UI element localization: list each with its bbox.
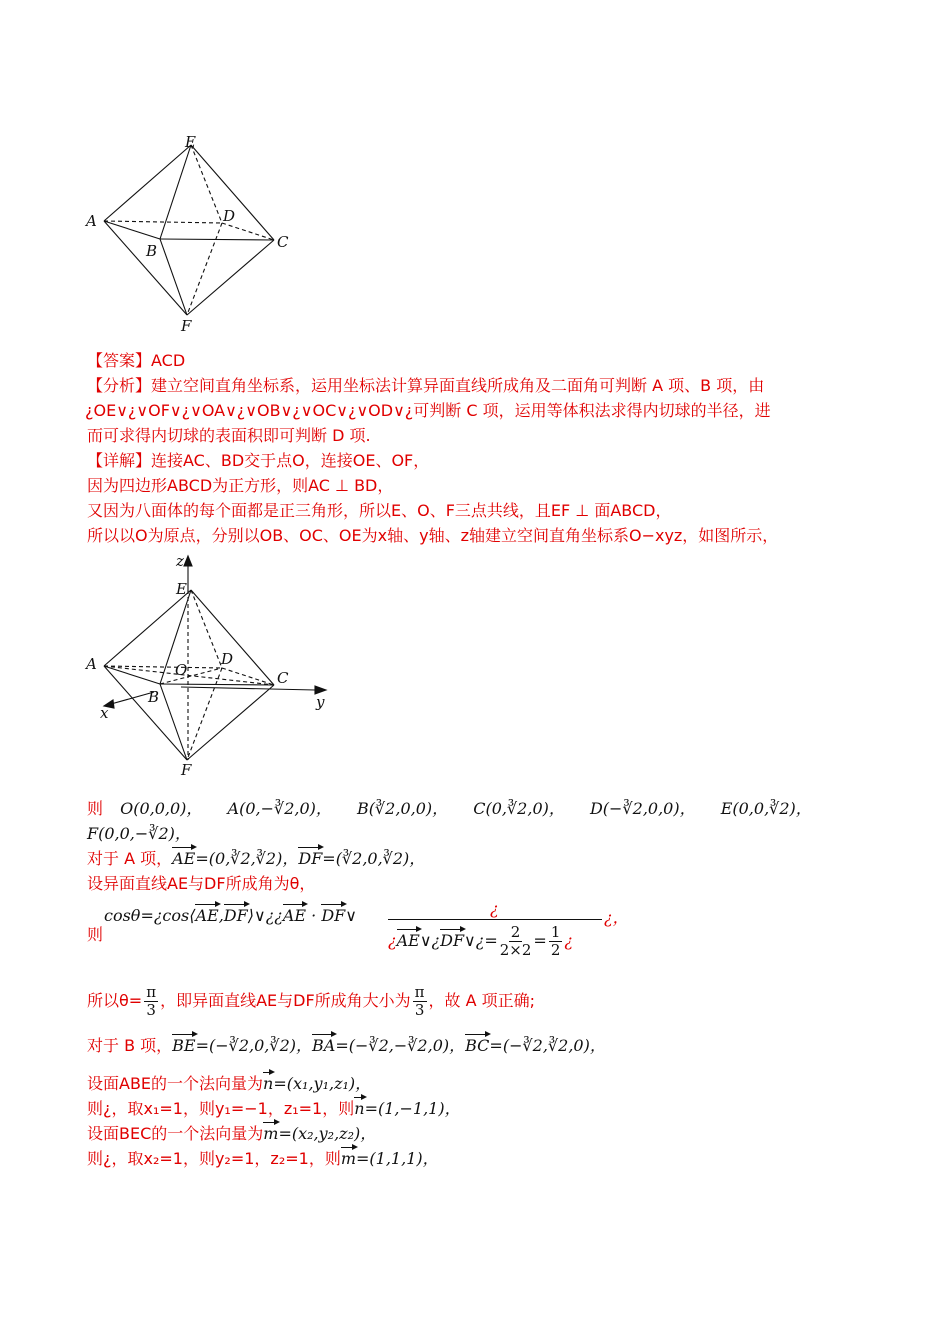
analysis-line-1 [87, 375, 764, 397]
coord-O: O(0,0,0)， [120, 799, 203, 818]
coord-F: F(0,0,−∛2)， [87, 824, 191, 843]
cos-DF: DF [223, 906, 248, 925]
vector-m-2: m [340, 1149, 357, 1168]
cos-fraction-denominator [388, 924, 573, 959]
itemB-line-2 [87, 1098, 461, 1120]
analysis-text-2: ¿OE∨¿∨OF∨¿∨OA∨¿∨OB∨¿∨OC∨¿∨OD∨¿可判断 C 项，运用等体积法求得内切球的半径，进 [85, 401, 771, 420]
label-E: E [176, 580, 187, 598]
coords-line-2 [87, 823, 191, 845]
itemA-conclusion [87, 984, 535, 1019]
itemA-ze-text: 则 [87, 925, 104, 944]
coord-A: A(0,−∛2,0)， [227, 799, 332, 818]
label-E: E [185, 133, 196, 151]
cos-comma: , [218, 906, 224, 925]
frac1-den: 2×2 [499, 941, 532, 959]
vector-m: m [263, 1124, 279, 1143]
detail-text-1: 连接AC、BD交于点O，连接OE、OF， [151, 451, 430, 470]
detail-line-2 [87, 475, 393, 497]
conc-num-2: π [414, 983, 425, 1001]
coord-D: D(−∛2,0,0)， [589, 799, 696, 818]
axis-label-z: z [176, 552, 184, 570]
frac1-num: 2 [510, 923, 521, 941]
label-O: O [175, 661, 188, 679]
frac2-num: 1 [550, 923, 561, 941]
label-F: F [181, 761, 192, 779]
den-AE: AE [396, 931, 420, 950]
analysis-text-1: 建立空间直角坐标系，运用坐标法计算异面直线所成角及二面角可判断 A 项、B 项，由 [151, 376, 765, 395]
den-a: ¿ [388, 931, 397, 950]
coordinate-figure [80, 552, 340, 780]
coords-ze: 则 [87, 799, 104, 818]
vector-BC: BC [465, 1036, 490, 1055]
itemB-l4b: =(1,1,1)， [356, 1149, 439, 1168]
itemA-head: 对于 A 项， [87, 849, 173, 868]
den-eq: = [533, 931, 547, 950]
itemB-l2a: 则¿，取x₁=1，则y₁=−1，z₁=1，则 [87, 1099, 355, 1118]
detail-line-4 [87, 525, 778, 547]
answer-line [87, 350, 185, 372]
detail-line-3 [87, 500, 671, 522]
den-c: ∨¿= [464, 931, 498, 950]
conc-den-2: 3 [414, 1001, 425, 1019]
cos-DF-2: DF [321, 906, 346, 925]
vector-BC-value: =(−∛2,∛2,0)， [489, 1036, 606, 1055]
vector-BA: BA [312, 1036, 336, 1055]
vector-AE-value: =(0,∛2,∛2)， [195, 849, 299, 868]
vector-DF: DF [298, 849, 323, 868]
cos-fraction-bar [388, 919, 602, 920]
itemB-l3a: 设面BEC的一个法向量为 [87, 1124, 264, 1143]
coord-B: B(∛2,0,0)， [356, 799, 449, 818]
itemB-line-1 [87, 1073, 371, 1095]
itemB-l1a: 设面ABE的一个法向量为 [87, 1074, 264, 1093]
cos-fraction-top [490, 898, 499, 920]
analysis-line-3 [87, 425, 371, 447]
vector-BE-value: =(−∛2,0,∛2)， [195, 1036, 312, 1055]
vector-DF-value: =(∛2,0,∛2)， [322, 849, 426, 868]
axis-label-x: x [100, 704, 109, 722]
conc-num: π [146, 983, 157, 1001]
itemB-l3b: =(x₂,y₂,z₂)， [278, 1124, 377, 1143]
cos-bar: ∨ [345, 906, 357, 925]
den-DF: DF [440, 931, 465, 950]
detail-tag: 【详解】 [87, 451, 152, 470]
conc-b: ，即异面直线AE与DF所成角大小为 [160, 991, 411, 1010]
answer-tag: 【答案】 [87, 351, 152, 370]
label-A: A [86, 212, 97, 230]
label-F: F [181, 317, 192, 335]
detail-text-3: 又因为八面体的每个面都是正三角形，所以E、O、F三点共线，且EF ⊥ 面ABCD， [87, 501, 672, 520]
cos-formula [104, 905, 357, 927]
label-C: C [277, 233, 289, 251]
vector-n: n [263, 1074, 274, 1093]
cos-AE: AE [195, 906, 219, 925]
cos-dot: · [306, 906, 322, 925]
detail-text-4: 所以以O为原点，分别以OB、OC、OE为x轴、y轴、z轴建立空间直角坐标系O−xyz，如图所示， [87, 526, 779, 545]
fraction-2-over-4 [500, 924, 532, 959]
analysis-text-3: 而可求得内切球的表面积即可判断 D 项. [87, 426, 371, 445]
vector-BE: BE [172, 1036, 196, 1055]
detail-line-1 [87, 450, 429, 472]
cos-tail [604, 907, 629, 929]
axis-label-y: y [316, 693, 325, 711]
coord-E: E(0,0,∛2)， [720, 799, 812, 818]
itemA-setup [87, 873, 315, 895]
itemB-line-4 [87, 1148, 439, 1170]
vector-BA-value: =(−∛2,−∛2,0)， [335, 1036, 466, 1055]
itemB-line-3 [87, 1123, 376, 1145]
itemB-l4a: 则¿，取x₂=1，则y₂=1，z₂=1，则 [87, 1149, 341, 1168]
label-D: D [221, 650, 234, 668]
detail-text-2: 因为四边形ABCD为正方形，则AC ⊥ BD， [87, 476, 394, 495]
itemB-l1b: =(x₁,y₁,z₁)， [273, 1074, 372, 1093]
itemB-l2b: =(1,−1,1)， [364, 1099, 461, 1118]
vector-AE: AE [172, 849, 196, 868]
den-b: ∨¿ [419, 931, 441, 950]
itemB-vectors [87, 1035, 606, 1057]
cos-AE-2: AE [282, 906, 307, 925]
analysis-tag: 【分析】 [87, 376, 152, 395]
cos-left: cosθ=¿cos⟨ [104, 906, 196, 925]
itemA-ze [87, 924, 103, 946]
label-C: C [277, 669, 289, 687]
vector-n-2: n [354, 1099, 365, 1118]
octahedron-figure [80, 128, 310, 338]
label-B: B [148, 688, 160, 706]
itemA-vectors [87, 848, 425, 870]
fraction-pi-over-3 [144, 984, 158, 1019]
cos-tail-text: ¿， [604, 908, 629, 927]
itemA-setup-text: 设异面直线AE与DF所成角为θ， [87, 874, 316, 893]
analysis-line-2 [85, 400, 771, 422]
conc-a: 所以θ= [87, 991, 143, 1010]
itemB-head: 对于 B 项， [87, 1036, 173, 1055]
cos-mid: ⟩∨¿¿ [247, 906, 283, 925]
den-tail: ¿ [564, 931, 573, 950]
conc-den: 3 [146, 1001, 156, 1019]
answer-value: ACD [151, 351, 186, 370]
fraction-1-over-2 [549, 924, 563, 959]
coords-line-1 [87, 798, 812, 820]
coord-C: C(0,∛2,0)， [473, 799, 565, 818]
label-B: B [146, 242, 158, 260]
fraction-pi-over-3-b [413, 984, 427, 1019]
cos-num-top: ¿ [490, 899, 499, 918]
conc-c: ，故 A 项正确; [428, 991, 536, 1010]
label-A: A [86, 655, 97, 673]
label-D: D [223, 207, 236, 225]
frac2-den: 2 [550, 941, 561, 959]
